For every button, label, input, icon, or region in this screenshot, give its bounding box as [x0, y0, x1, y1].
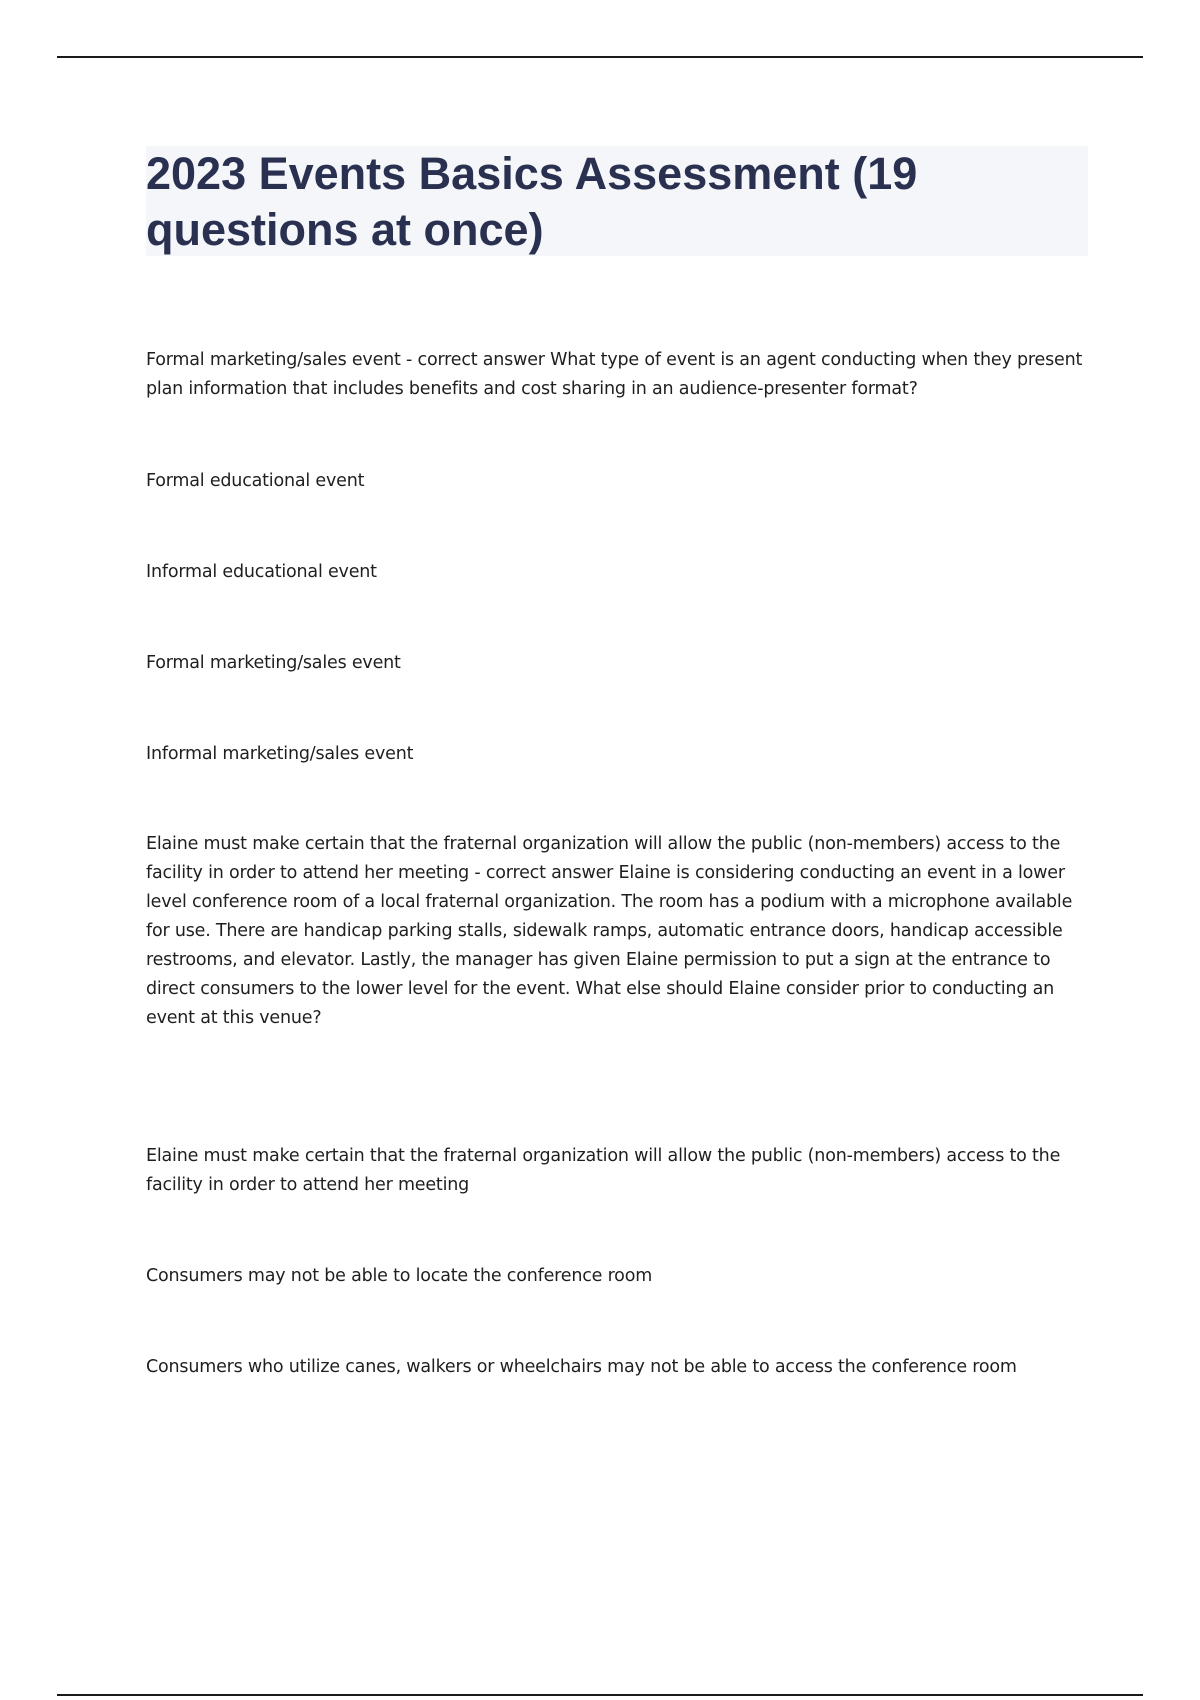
question-1-option-3: [146, 649, 1096, 678]
option-text: Formal marketing/sales event: [146, 653, 401, 673]
question-1-option-4: [146, 740, 1096, 769]
question-1-option-1: [146, 467, 1096, 496]
option-text: Informal educational event: [146, 562, 377, 582]
option-text: Informal marketing/sales event: [146, 744, 414, 764]
question-1-paragraph: Formal marketing/sales event - correct answer What type of event is an agent conducting when they present plan information that includes benefits and cost sharing in an audience-presenter format?: [146, 350, 1083, 399]
option-text: Formal educational event: [146, 471, 365, 491]
option-text: Elaine must make certain that the fraternal organization will allow the public (non-members) access to the facility in order to attend her meeting: [146, 1146, 1061, 1195]
option-text: Consumers who utilize canes, walkers or wheelchairs may not be able to access the conference room: [146, 1357, 1017, 1377]
question-2-option-3: [146, 1353, 1096, 1382]
question-2-option-1: [146, 1142, 1096, 1200]
question-2-paragraph: Elaine must make certain that the fraternal organization will allow the public (non-members) access to the facility in order to attend her meeting - correct answer Elaine is considering conducting an event in a lower level conference room of a local fraternal organization. The room has a podium with a microphone available for use. There are handicap parking stalls, sidewalk ramps, automatic entrance doors, handicap accessible restrooms, and elevator. Lastly, the manager has given Elaine permission to put a sign at the entrance to direct consumers to the lower level for the event. What else should Elaine consider prior to conducting an event at this venue?: [146, 834, 1073, 1028]
option-text: Consumers may not be able to locate the conference room: [146, 1266, 653, 1286]
title-block: [146, 146, 1088, 256]
bottom-rule: [57, 1694, 1143, 1696]
top-rule: [57, 56, 1143, 58]
question-2-text: [146, 830, 1096, 1033]
question-1-text: [146, 346, 1096, 404]
question-1-option-2: [146, 558, 1096, 587]
document-title: 2023 Events Basics Assessment (19 questions at once): [146, 148, 918, 255]
question-2-option-2: [146, 1262, 1096, 1291]
